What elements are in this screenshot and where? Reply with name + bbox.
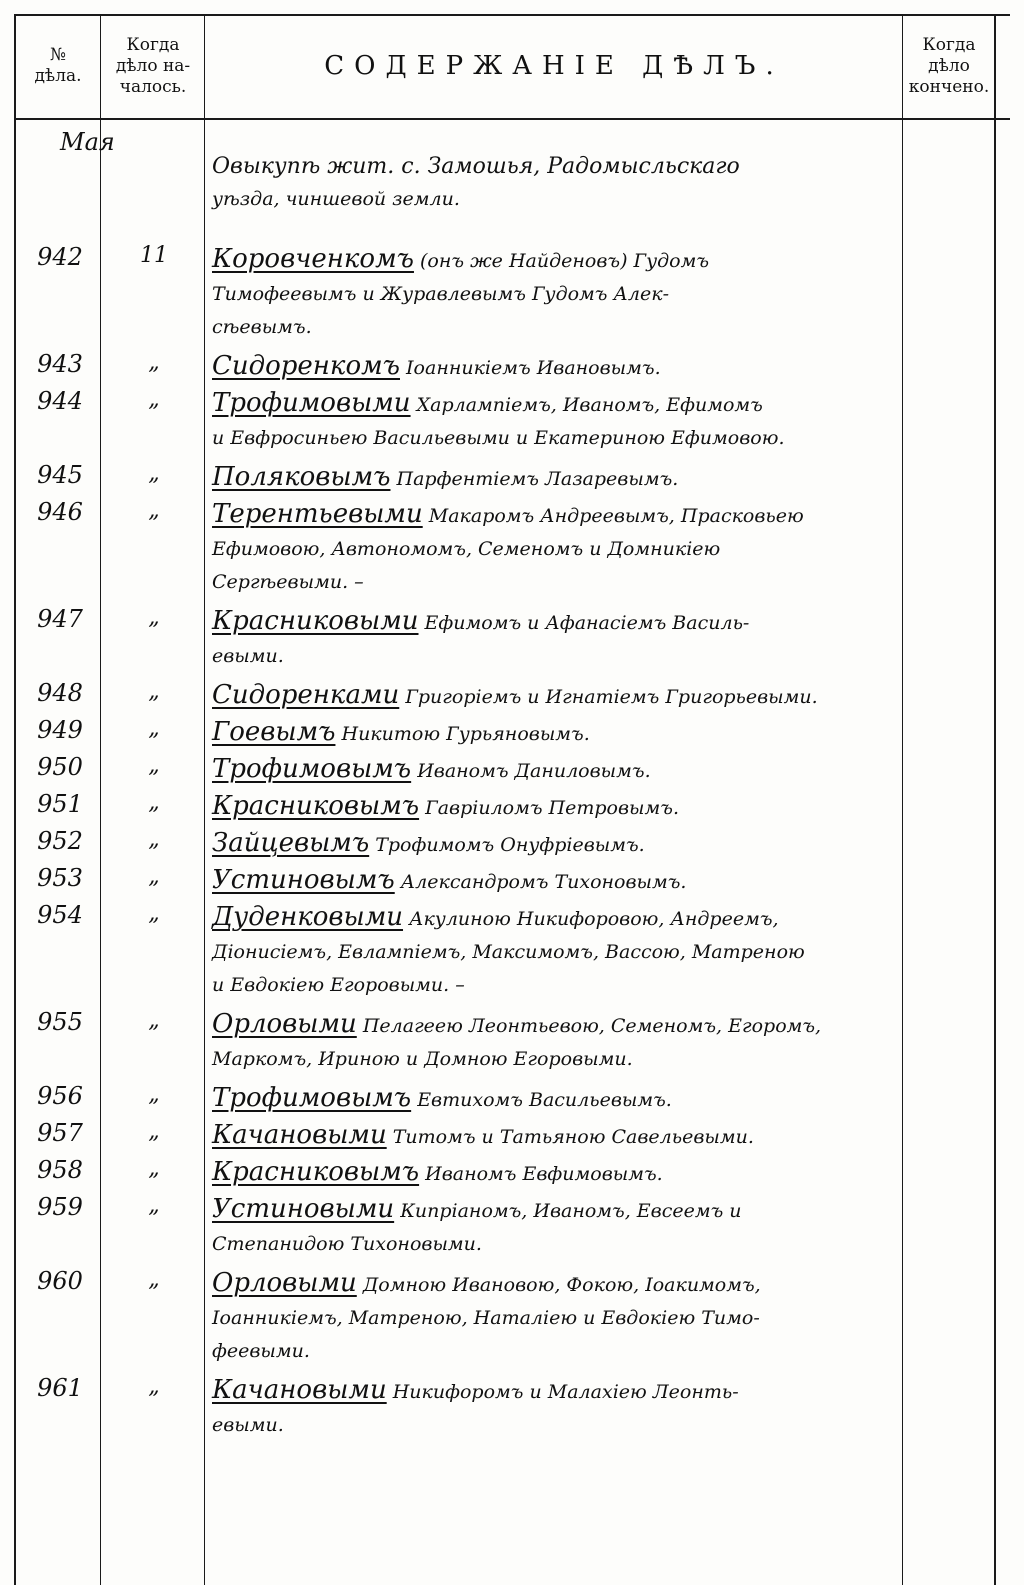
case-entry [212, 716, 902, 751]
case-entry [212, 790, 902, 825]
case-number: 955 [37, 1008, 83, 1036]
entry-line [212, 1409, 902, 1442]
case-entry [212, 350, 902, 385]
case-number: 947 [37, 605, 83, 633]
entry-line [212, 1228, 902, 1261]
entry-surname: Красниковымъ [212, 791, 420, 821]
case-number: 942 [37, 243, 83, 271]
case-entry [212, 679, 902, 714]
entry-line [212, 422, 902, 455]
start-day: „ [148, 1119, 160, 1144]
case-entry [212, 1156, 902, 1191]
entry-text: феевыми. [212, 1340, 310, 1362]
entry-line [212, 1008, 902, 1043]
entry-line [212, 387, 902, 422]
entry-line [212, 1335, 902, 1368]
entry-surname: Устиновыми [212, 1194, 395, 1224]
header-start-label: Когда дѣло на- чалось. [115, 34, 191, 97]
header-num-label: № дѣла. [34, 45, 82, 86]
entry-text: Никитою Гурьяновымъ. [341, 723, 590, 745]
start-column-rule [204, 14, 205, 1585]
case-entry [212, 387, 902, 455]
entry-text: Евтихомъ Васильевымъ. [417, 1089, 672, 1111]
intro-line-2: уѣзда, чиншевой земли. [212, 188, 460, 210]
entry-line [212, 311, 902, 344]
entry-line [212, 1302, 902, 1335]
case-number: 946 [37, 498, 83, 526]
entry-text: Иваномъ Евфимовымъ. [425, 1163, 663, 1185]
entry-surname: Красниковымъ [212, 1157, 420, 1187]
entry-text: Гавріиломъ Петровымъ. [425, 797, 679, 819]
intro-line-1: Овыкупѣ жит. с. Замошья, Радомысльскаго [212, 154, 740, 179]
case-entry [212, 605, 902, 673]
entry-text: Акулиною Никифоровою, Андреемъ, [409, 908, 779, 930]
entry-surname: Орловыми [212, 1268, 357, 1298]
case-number: 953 [37, 864, 83, 892]
start-day: „ [148, 461, 160, 486]
entry-text: Іоанникіемъ Ивановымъ. [406, 357, 661, 379]
start-day: „ [148, 387, 160, 412]
entry-surname: Устиновымъ [212, 865, 395, 895]
entry-line [212, 1082, 902, 1117]
entry-text: Кипріаномъ, Иваномъ, Евсеемъ и [400, 1200, 742, 1222]
entry-line [212, 350, 902, 385]
case-number: 948 [37, 679, 83, 707]
entry-text: Ефимомъ и Афанасіемъ Василь- [424, 612, 750, 634]
case-entry [212, 1008, 902, 1076]
start-day: 11 [140, 243, 168, 268]
case-number: 957 [37, 1119, 83, 1147]
start-day: „ [148, 1267, 160, 1292]
case-number: 943 [37, 350, 83, 378]
entry-line [212, 1193, 902, 1228]
entry-text: Діонисіемъ, Евлампіемъ, Максимомъ, Вассою, Матреною [212, 941, 805, 963]
entry-surname: Орловыми [212, 1009, 357, 1039]
entry-line [212, 1267, 902, 1302]
case-number: 945 [37, 461, 83, 489]
entry-surname: Коровченкомъ [212, 244, 414, 274]
end-column-rule [902, 14, 903, 1585]
entry-line [212, 1043, 902, 1076]
month-label: Мая [60, 128, 115, 156]
case-number: 958 [37, 1156, 83, 1184]
case-entry [212, 1082, 902, 1117]
header-title: СОДЕРЖАНІЕ ДѢЛЪ. [324, 50, 784, 81]
entry-surname: Трофимовыми [212, 388, 411, 418]
case-entry [212, 753, 902, 788]
start-day: „ [148, 864, 160, 889]
intro-entry [212, 150, 902, 216]
entry-line [212, 901, 902, 936]
start-day: „ [148, 605, 160, 630]
entry-text: Домною Ивановою, Фокою, Іоакимомъ, [362, 1274, 761, 1296]
entry-line [212, 936, 902, 969]
left-border-rule [14, 14, 16, 1585]
entry-line [212, 605, 902, 640]
entry-text: Трофимомъ Онуфріевымъ. [375, 834, 645, 856]
entry-line [212, 790, 902, 825]
entry-text: евыми. [212, 645, 284, 667]
entry-text: Никифоромъ и Малахіею Леонть- [392, 1381, 739, 1403]
entry-text: сѣевымъ. [212, 316, 312, 338]
start-day: „ [148, 827, 160, 852]
case-entry [212, 243, 902, 344]
case-entry [212, 901, 902, 1002]
entry-surname: Трофимовымъ [212, 754, 412, 784]
start-day: „ [148, 1082, 160, 1107]
entry-text: Пелагеею Леонтьевою, Семеномъ, Егоромъ, [362, 1015, 822, 1037]
entry-line [212, 498, 902, 533]
entry-line [212, 716, 902, 751]
entry-text: и Евдокіею Егоровыми. – [212, 974, 465, 996]
entry-surname: Красниковыми [212, 606, 419, 636]
start-day: „ [148, 716, 160, 741]
entry-line [212, 679, 902, 714]
entry-surname: Терентьевыми [212, 499, 423, 529]
case-number: 951 [37, 790, 83, 818]
entry-line [212, 827, 902, 862]
start-day: „ [148, 901, 160, 926]
entry-text: Маркомъ, Ириною и Домною Егоровыми. [212, 1048, 633, 1070]
right-border-rule [994, 14, 996, 1585]
case-entry [212, 461, 902, 496]
case-entry [212, 1374, 902, 1442]
entry-text: и Евфросиньею Васильевыми и Екатериною Ефимовою. [212, 427, 785, 449]
entry-line [212, 533, 902, 566]
entry-line [212, 566, 902, 599]
entry-surname: Дуденковыми [212, 902, 404, 932]
start-day: „ [148, 498, 160, 523]
case-number: 952 [37, 827, 83, 855]
entry-text: Александромъ Тихоновымъ. [400, 871, 687, 893]
entry-text: Харлампіемъ, Иваномъ, Ефимомъ [416, 394, 763, 416]
start-day: „ [148, 1193, 160, 1218]
case-number: 954 [37, 901, 83, 929]
entry-text: (онъ же Найденовъ) Гудомъ [420, 250, 710, 272]
entry-surname: Сидоренкомъ [212, 351, 400, 381]
entry-line [212, 1374, 902, 1409]
entry-text: Іоанникіемъ, Матреною, Наталіею и Евдокіею Тимо- [212, 1307, 760, 1329]
header-bottom-rule [14, 118, 1010, 120]
entry-surname: Качановыми [212, 1120, 387, 1150]
entry-surname: Зайцевымъ [212, 828, 370, 858]
entry-line [212, 969, 902, 1002]
case-entry [212, 1267, 902, 1368]
start-day: „ [148, 1156, 160, 1181]
entry-text: Макаромъ Андреевымъ, Прасковьею [428, 505, 804, 527]
entry-line [212, 243, 902, 278]
entry-text: Парфентіемъ Лазаревымъ. [396, 468, 679, 490]
case-entry [212, 498, 902, 599]
case-number: 956 [37, 1082, 83, 1110]
entry-surname: Гоевымъ [212, 717, 336, 747]
entry-line [212, 1119, 902, 1154]
start-day: „ [148, 1008, 160, 1033]
entry-line [212, 753, 902, 788]
case-number: 960 [37, 1267, 83, 1295]
start-day: „ [148, 790, 160, 815]
case-entry [212, 827, 902, 862]
entry-line [212, 1156, 902, 1191]
start-day: „ [148, 350, 160, 375]
case-number: 961 [37, 1374, 83, 1402]
entry-surname: Качановыми [212, 1375, 387, 1405]
start-day: „ [148, 753, 160, 778]
entry-surname: Поляковымъ [212, 462, 391, 492]
case-entry [212, 1119, 902, 1154]
header-end-label: Когда дѣло кончено. [908, 34, 990, 97]
start-day: „ [148, 679, 160, 704]
case-number: 950 [37, 753, 83, 781]
entry-line [212, 640, 902, 673]
entry-line [212, 864, 902, 899]
case-entry [212, 864, 902, 899]
num-column-rule [100, 14, 101, 1585]
entry-text: евыми. [212, 1414, 284, 1436]
entry-text: Сергѣевыми. – [212, 571, 364, 593]
entry-text: Иваномъ Даниловымъ. [417, 760, 651, 782]
case-number: 944 [37, 387, 83, 415]
entry-text: Григоріемъ и Игнатіемъ Григорьевыми. [405, 686, 818, 708]
entry-line [212, 278, 902, 311]
entry-surname: Трофимовымъ [212, 1083, 412, 1113]
case-number: 959 [37, 1193, 83, 1221]
entry-surname: Сидоренками [212, 680, 400, 710]
entry-line [212, 461, 902, 496]
start-day: „ [148, 1374, 160, 1399]
entry-text: Тимофеевымъ и Журавлевымъ Гудомъ Алек- [212, 283, 670, 305]
case-number: 949 [37, 716, 83, 744]
entry-text: Степанидою Тихоновыми. [212, 1233, 482, 1255]
case-entry [212, 1193, 902, 1261]
entry-text: Ефимовою, Автономомъ, Семеномъ и Домникіею [212, 538, 721, 560]
entry-text: Титомъ и Татьяною Савельевыми. [392, 1126, 754, 1148]
